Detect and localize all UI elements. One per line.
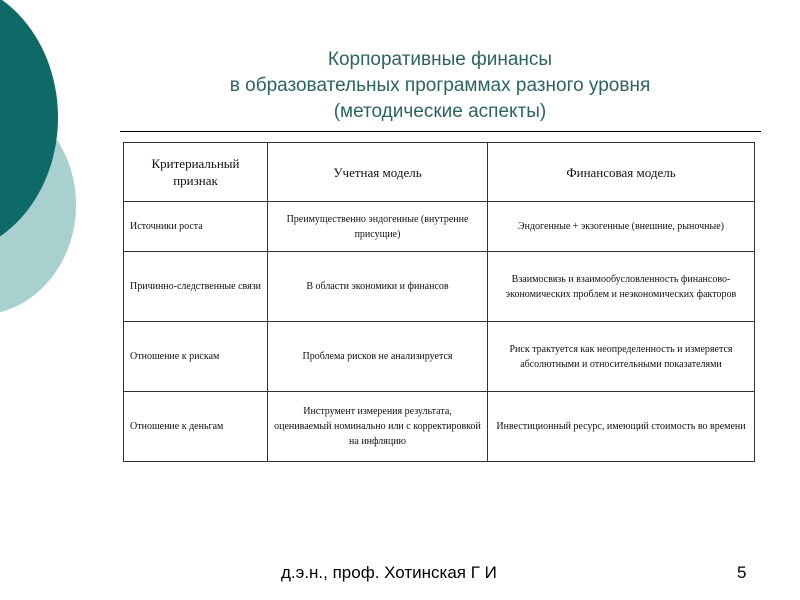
accounting-model-cell: В области экономики и финансов (268, 252, 488, 322)
row-criterion: Источники роста (124, 202, 268, 252)
slide-title-line-3: (методические аспекты) (333, 101, 547, 122)
slide-title-line-1: Корпоративные финансы (327, 49, 553, 70)
header-accounting-model: Учетная модель (268, 143, 488, 202)
slide-title-line-2: в образовательных программах разного уровня (229, 75, 651, 96)
row-criterion: Причинно-следственные связи (124, 252, 268, 322)
financial-model-cell: Инвестиционный ресурс, имеющий стоимость во времени (488, 392, 755, 462)
table-row (124, 392, 755, 462)
table-row (124, 322, 755, 392)
title-divider (120, 131, 761, 132)
financial-model-cell: Эндогенные + экзогенные (внешние, рыночные) (488, 202, 755, 252)
slide-title (140, 47, 740, 125)
table-row (124, 252, 755, 322)
row-criterion: Отношение к рискам (124, 322, 268, 392)
financial-model-cell: Риск трактуется как неопределенность и измеряется абсолютными и относительными показателями (488, 322, 755, 392)
footer-author: д.э.н., проф. Хотинская Г И (281, 563, 497, 582)
header-financial-model: Финансовая модель (488, 143, 755, 202)
row-criterion: Отношение к деньгам (124, 392, 268, 462)
header-criterion: Критериальный признак (124, 143, 268, 202)
accounting-model-cell: Инструмент измерения результата, оцениваемый номинально или с корректировкой на инфляцию (268, 392, 488, 462)
page-number: 5 (737, 563, 747, 582)
table-row (124, 202, 755, 252)
comparison-table (123, 142, 755, 462)
financial-model-cell: Взаимосвязь и взаимообусловленность финансово-экономических проблем и неэкономических факторов (488, 252, 755, 322)
accounting-model-cell: Проблема рисков не анализируется (268, 322, 488, 392)
table-header-row (124, 143, 755, 202)
accounting-model-cell: Преимущественно эндогенные (внутренне присущие) (268, 202, 488, 252)
